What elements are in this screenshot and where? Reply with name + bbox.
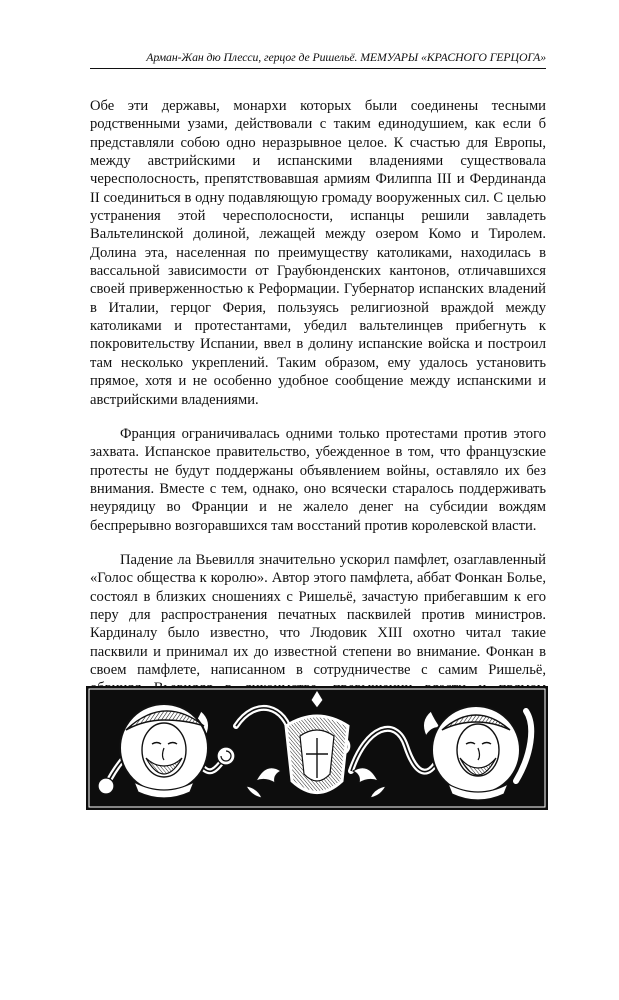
decorative-engraving-frieze [86, 686, 548, 810]
main-text [90, 97, 546, 753]
paragraph-3: Падение ла Вьевилля значительно ускорил памфлет, озаглавленный «Голос общества к королю». Автор этого памфлета, аббат Фонкан Болье, состоял в близких сношениях с Ришельё, зачастую прибегавшим к его перу для распространения печатных пасквилей против министров. Кардиналу было известно, что Людовик XIII охотно читал такие пасквили и принимал их до известной степени во внимание. Фонкан в своем памфлете, написанном в сотрудничестве с самим Ришельё, [90, 551, 546, 678]
running-header [90, 48, 546, 70]
header-rule [90, 68, 546, 69]
paragraph-2: Франция ограничивалась одними только протестами против этого захвата. Испанское правительство, убежденное в том, что французские протесты не будут поддержаны объявлением войны, оставляло их без внимания. Вместе с тем, однако, оно всячески старалось поддерживать неурядицу во Франции и не жалело денег на субсидии вождям беспрерывно возгоравшихся там восстаний против королевской власти. [90, 425, 546, 534]
paragraph-1: Обе эти державы, монархи которых были соединены тесными родственными узами, действовали с таким единодушием, как если б представляли собою одно неразрывное целое. К счастью для Европы, между австрийскими и испанскими владениями существовала чересполосность, препятствовавшая армиям Филиппа III и Фердинанда II соединиться в одну подавляющую громаду вооруженных сил. С целью устранения этой чересполосности, испанцы решили завладеть Вальтелинской долиной, лежащей между озером Комо и Тиролем. Долина эта, населенная по преимуществу католиками, находилась в вассальной зависимости от Граубюнденских кантонов, отличавшихся своей приверженностью к Реформации. Губернатор испанских владений в Италии, герцог Ферия, пользуясь религиозной враждой между католиками и протестантами, убедил вальтелинцев прибегнуть к покровительству Испании, ввел в долину испанские войска и построил там несколько укреплений. Таким образом, ему удалось установить прямое, хотя и не особенно удобное сообщение между испанскими и австрийскими владениями. [90, 98, 546, 408]
frieze-illustration [86, 686, 548, 810]
running-title: Арман-Жан дю Плесси, герцог де Ришельё. МЕМУАРЫ «КРАСНОГО ГЕРЦОГА» [146, 50, 546, 64]
